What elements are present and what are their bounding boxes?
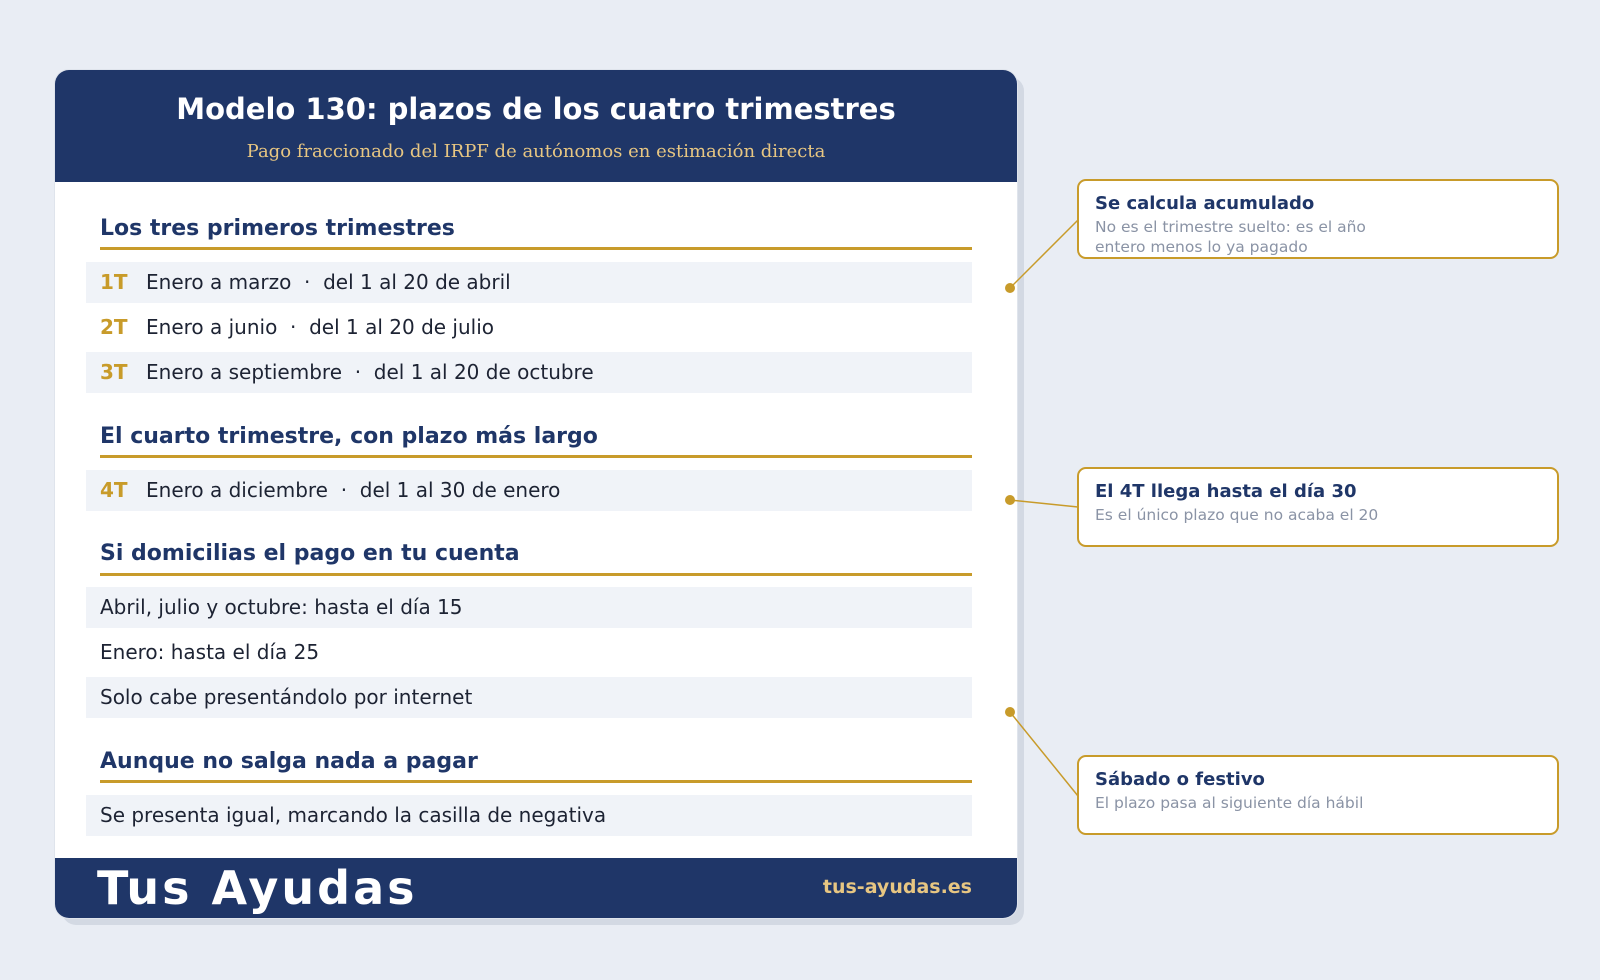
callout-holiday — [1077, 755, 1559, 835]
row-text: Enero a diciembre · del 1 al 30 de enero — [146, 478, 561, 502]
list-item — [86, 795, 972, 836]
card-header — [55, 70, 1017, 182]
list-item — [86, 587, 972, 628]
list-item — [86, 632, 972, 673]
list-item — [86, 470, 972, 511]
section-title-nothing-to-pay: Aunque no salga nada a pagar — [100, 749, 478, 774]
section-title-first-quarters: Los tres primeros trimestres — [100, 216, 455, 241]
callout-accumulated — [1077, 179, 1559, 259]
quarter-code: 2T — [100, 315, 128, 339]
brand-logo: Tus Ayudas — [97, 861, 418, 915]
site-link[interactable]: tus-ayudas.es — [822, 876, 972, 898]
quarter-code: 3T — [100, 360, 128, 384]
page-title: Modelo 130: plazos de los cuatro trimestres — [176, 92, 896, 126]
card-footer — [55, 858, 1017, 918]
row-text: Se presenta igual, marcando la casilla de negativa — [100, 803, 607, 827]
row-text: Enero a marzo · del 1 al 20 de abril — [146, 270, 511, 294]
callout-fourth-quarter — [1077, 467, 1559, 547]
section-title-direct-debit: Si domicilias el pago en tu cuenta — [100, 541, 520, 566]
section-divider — [100, 780, 972, 783]
quarter-code: 4T — [100, 478, 128, 502]
row-text: Solo cabe presentándolo por internet — [100, 685, 473, 709]
section-title-fourth-quarter: El cuarto trimestre, con plazo más largo — [100, 424, 598, 449]
section-divider — [100, 455, 972, 458]
callout-title: Se calcula acumulado — [1095, 193, 1315, 214]
list-item — [86, 262, 972, 303]
section-divider — [100, 573, 972, 576]
list-item — [86, 307, 972, 348]
row-text: Enero a junio · del 1 al 20 de julio — [146, 315, 495, 339]
row-text: Enero: hasta el día 25 — [100, 640, 320, 664]
callout-body: El plazo pasa al siguiente día hábil — [1095, 794, 1364, 812]
list-item — [86, 677, 972, 718]
quarter-code: 1T — [100, 270, 128, 294]
row-text: Abril, julio y octubre: hasta el día 15 — [100, 595, 463, 619]
callout-body: No es el trimestre suelto: es el año entero menos lo ya pagado — [1095, 218, 1366, 256]
section-divider — [100, 247, 972, 250]
row-text: Enero a septiembre · del 1 al 20 de octubre — [146, 360, 594, 384]
callout-title: El 4T llega hasta el día 30 — [1095, 481, 1357, 502]
info-card — [55, 70, 1017, 918]
callout-title: Sábado o festivo — [1095, 769, 1265, 790]
page-subtitle: Pago fraccionado del IRPF de autónomos en estimación directa — [246, 141, 826, 162]
list-item — [86, 352, 972, 393]
callout-body: Es el único plazo que no acaba el 20 — [1095, 506, 1379, 524]
